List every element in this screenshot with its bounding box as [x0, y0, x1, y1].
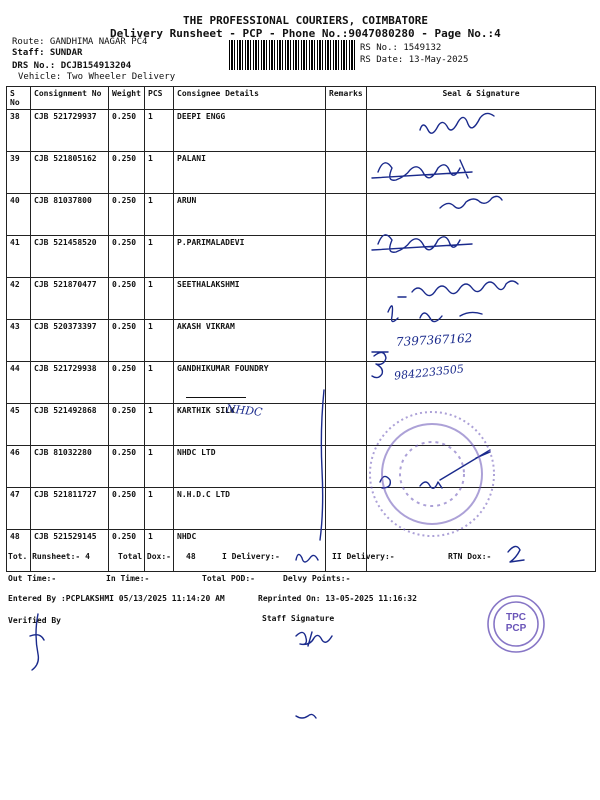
cell-sno: 40 [7, 194, 31, 236]
cell-sno: 45 [7, 404, 31, 446]
cell-pcs: 1 [145, 488, 174, 530]
tot-runsheet: Tot. Runsheet:- 4 [8, 552, 90, 561]
cell-pcs: 1 [145, 404, 174, 446]
cell-consignee: SEETHALAKSHMI [174, 278, 326, 320]
cell-sno: 42 [7, 278, 31, 320]
cell-consignee: N.H.D.C LTD [174, 488, 326, 530]
cell-consignee: KARTHIK SILK [174, 404, 326, 446]
cell-pcs: 1 [145, 446, 174, 488]
col-sno: S No [7, 87, 31, 110]
cell-pcs: 1 [145, 320, 174, 362]
signature-44 [372, 352, 388, 378]
cell-sno: 39 [7, 152, 31, 194]
cell-weight: 0.250 [109, 530, 145, 572]
handwritten-phone-43: 7397367162 [395, 331, 473, 349]
cell-pcs: 1 [145, 362, 174, 404]
document-title: Delivery Runsheet - PCP - Phone No.:9047080280 - Page No.:4 [110, 27, 501, 40]
cell-weight: 0.250 [109, 236, 145, 278]
cell-consignment: CJB 521870477 [31, 278, 109, 320]
company-name: THE PROFESSIONAL COURIERS, COIMBATORE [183, 14, 429, 27]
signature-47 [380, 450, 490, 488]
in-time: In Time:- [106, 574, 150, 583]
route-label: Route: GANDHIMA NAGAR PC4 [12, 37, 148, 47]
verified-by: Verified By [8, 616, 61, 625]
rtn-dox: RTN Dox:- [448, 552, 492, 561]
cell-sno: 43 [7, 320, 31, 362]
col-consignment: Consignment No [31, 87, 109, 110]
cell-consignee: PALANI [174, 152, 326, 194]
cell-pcs: 1 [145, 278, 174, 320]
cell-weight: 0.250 [109, 446, 145, 488]
cell-pcs: 1 [145, 110, 174, 152]
cell-weight: 0.250 [109, 278, 145, 320]
cell-sno: 38 [7, 110, 31, 152]
rs-date: RS Date: 13-May-2025 [360, 55, 469, 65]
tpc-stamp-text: TPC PCP [505, 612, 527, 634]
cell-consignee: GANDHIKUMAR FOUNDRY [174, 362, 326, 404]
cell-sno: 41 [7, 236, 31, 278]
reprinted-on: Reprinted On: 13-05-2025 11:16:32 [258, 594, 417, 603]
ink-vertical-line [320, 390, 324, 540]
rtn-dox-mark [508, 546, 524, 562]
verified-signature [30, 614, 44, 670]
cell-pcs: 1 [145, 236, 174, 278]
total-pod: Total POD:- [202, 574, 255, 583]
cell-sno: 44 [7, 362, 31, 404]
out-time: Out Time:- [8, 574, 57, 583]
cell-consignee: NHDC LTD [174, 446, 326, 488]
signature-38 [420, 113, 494, 133]
handwritten-phone-44: 9842233505 [393, 362, 465, 383]
cell-weight: 0.250 [109, 194, 145, 236]
i-delivery: I Delivery:- [222, 552, 280, 561]
rs-number: RS No.: 1549132 [360, 43, 442, 53]
signature-43 [388, 306, 482, 322]
signature-39 [372, 160, 472, 180]
cell-consignment: CJB 521805162 [31, 152, 109, 194]
cell-sno: 48 [7, 530, 31, 572]
cell-sno: 47 [7, 488, 31, 530]
cell-weight: 0.250 [109, 110, 145, 152]
col-pcs: PCS [145, 87, 174, 110]
cell-consignment: CJB 81032280 [31, 446, 109, 488]
ii-delivery: II Delivery:- [332, 552, 395, 561]
cell-pcs: 1 [145, 152, 174, 194]
cell-consignment: CJB 521811727 [31, 488, 109, 530]
cell-pcs: 1 [145, 194, 174, 236]
staff-signature-label: Staff Signature [262, 614, 335, 623]
cell-consignee: NHDC [174, 530, 326, 572]
cell-weight: 0.250 [109, 320, 145, 362]
cell-consignment: CJB 521492868 [31, 404, 109, 446]
signature-41 [372, 235, 472, 252]
delvy-points: Delvy Points:- [283, 574, 351, 583]
total-dox-value: 48 [186, 552, 196, 561]
entered-by: Entered By :PCPLAKSHMI 05/13/2025 11:14:20 AM [8, 594, 225, 603]
col-signature: Seal & Signature [367, 87, 596, 110]
cell-consignment: CJB 520373397 [31, 320, 109, 362]
col-remarks: Remarks [326, 87, 367, 110]
cell-consignment: CJB 521729938 [31, 362, 109, 404]
vehicle-label: Vehicle: Two Wheeler Delivery [18, 72, 176, 82]
cell-pcs: 1 [145, 530, 174, 572]
ink-stroke-bottom [296, 714, 316, 718]
cell-weight: 0.250 [109, 404, 145, 446]
drs-number: DRS No.: DCJB154913204 [12, 61, 132, 71]
signature-42 [398, 281, 518, 297]
cell-consignee: DEEPI ENGG [174, 110, 326, 152]
col-weight: Weight [109, 87, 145, 110]
staff-label: Staff: SUNDAR [12, 48, 83, 58]
round-stamp [370, 412, 494, 536]
cell-consignment: CJB 521458520 [31, 236, 109, 278]
cell-consignment: CJB 81037800 [31, 194, 109, 236]
col-consignee: Consignee Details [174, 87, 326, 110]
cell-consignment: CJB 521729937 [31, 110, 109, 152]
cell-consignment: CJB 521529145 [31, 530, 109, 572]
cell-consignee: AKASH VIKRAM [174, 320, 326, 362]
cell-weight: 0.250 [109, 152, 145, 194]
i-delivery-mark [296, 554, 318, 562]
cell-sno: 46 [7, 446, 31, 488]
cell-consignee: P.PARIMALADEVI [174, 236, 326, 278]
signature-40 [440, 196, 502, 208]
handwritten-note-45: NHDC [225, 402, 264, 419]
cell-weight: 0.250 [109, 488, 145, 530]
cell-weight: 0.250 [109, 362, 145, 404]
staff-signature-mark [296, 632, 332, 646]
cell-consignee: ARUN [174, 194, 326, 236]
total-dox-label: Total Dox:- [118, 552, 171, 561]
